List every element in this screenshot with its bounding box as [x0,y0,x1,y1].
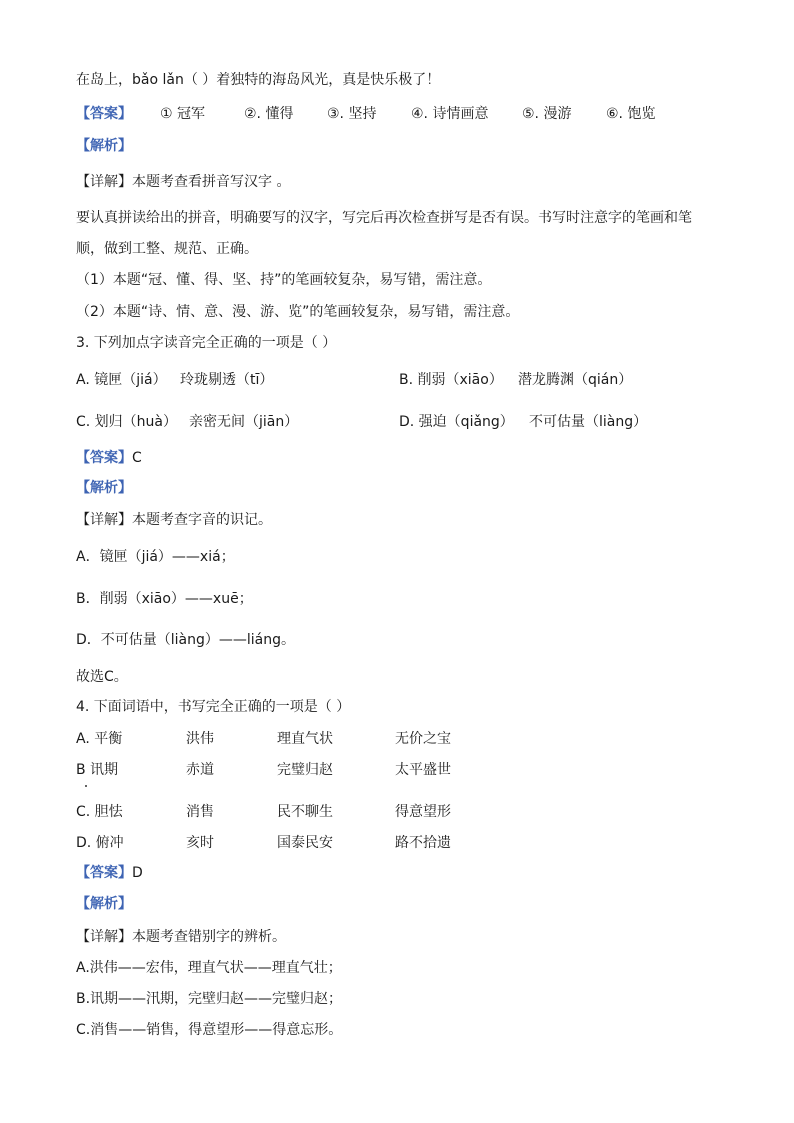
q2-answer-row [76,104,132,124]
option-row-b-word: 完璧归赵 [277,762,333,778]
answer-item: ⑤. 漫游 [522,106,572,122]
question-stem: 4. 下面词语中，书写完全正确的一项是（ ） [76,699,351,715]
option-row-d-word: 亥时 [186,835,214,851]
option-a: A. 镜匣（jiá） [76,372,167,388]
option-d: D. 强迫（qiǎng） [399,414,514,430]
explanation-line: A．镜匣（jiá）——xiá； [76,549,235,565]
option-a-word: 玲珑剔透（tī） [180,372,274,388]
answer-tag: 【答案】 [76,865,132,881]
analysis-tag: 【解析】 [76,480,132,496]
answer-item: ⑥. 饱览 [606,106,656,122]
option-row-c-word: 消售 [186,804,214,820]
note-line: （1）本题“冠、懂、得、坚、持”的笔画较复杂，易写错，需注意。 [76,272,492,288]
note-line: （2）本题“诗、情、意、漫、游、览”的笔画较复杂，易写错，需注意。 [76,304,520,320]
detail-line: 【详解】本题考查看拼音写汉字 。 [76,174,291,190]
option-row-a-word: 洪伟 [186,731,214,747]
option-c: C. 划归（huà） [76,414,178,430]
explanation-line: B．削弱（xiāo）——xuē； [76,591,253,607]
answer-item: ① 冠军 [160,106,206,122]
option-row-d-label: D. 俯冲 [76,835,124,851]
option-row-b-word: 太平盛世 [395,762,451,778]
analysis-tag: 【解析】 [76,896,132,912]
explanation-line: A.洪伟——宏伟，理直气状——理直气壮； [76,960,342,976]
option-row-d-word: 国泰民安 [277,835,333,851]
explanation-line: C.消售——销售，得意望形——得意忘形。 [76,1022,343,1038]
answer-item: ④. 诗情画意 [411,106,489,122]
answer-value: C [132,450,142,466]
option-row-c-word: 得意望形 [395,804,451,820]
option-b: B. 削弱（xiāo） [399,372,503,388]
question-stem: 3. 下列加点字读音完全正确的一项是（ ） [76,335,337,351]
option-row-a-label: A. 平衡 [76,731,123,747]
analysis-tag: 【解析】 [76,138,132,154]
answer-item: ③. 坚持 [327,106,377,122]
q2-tail-line: 在岛上，bǎo lǎn（ ）着独特的海岛风光，真是快乐极了！ [76,72,441,88]
explanation-line: B.讯期——汛期，完壁归赵——完璧归赵； [76,991,343,1007]
conclusion-line: 故选C。 [76,669,128,685]
option-d-word: 不可估量（liàng） [529,414,648,430]
answer-row [76,448,142,468]
answer-tag: 【答案】 [76,106,132,122]
option-b-word: 潜龙腾渊（qián） [518,372,633,388]
option-row-a-word: 无价之宝 [395,731,451,747]
answer-row [76,863,143,883]
option-row-a-word: 理直气状 [277,731,333,747]
option-row-d-word: 路不拾遗 [395,835,451,851]
option-c-word: 亲密无间（jiān） [189,414,299,430]
option-row-b-label: B 讯期 [76,762,119,778]
option-row-b-word: 赤道 [186,762,214,778]
stray-dot [85,785,87,787]
explanation-line: D．不可估量（liàng）——liáng。 [76,632,296,648]
paragraph-line: 顺，做到工整、规范、正确。 [76,241,258,257]
option-row-c-label: C. 胆怯 [76,804,123,820]
answer-item: ②. 懂得 [244,106,294,122]
detail-line: 【详解】本题考查字音的识记。 [76,512,272,528]
answer-tag: 【答案】 [76,450,132,466]
answer-value: D [132,865,143,881]
detail-line: 【详解】本题考查错别字的辨析。 [76,929,286,945]
paragraph-line: 要认真拼读给出的拼音，明确要写的汉字，写完后再次检查拼写是否有误。书写时注意字的笔画和笔 [76,210,692,226]
option-row-c-word: 民不聊生 [277,804,333,820]
